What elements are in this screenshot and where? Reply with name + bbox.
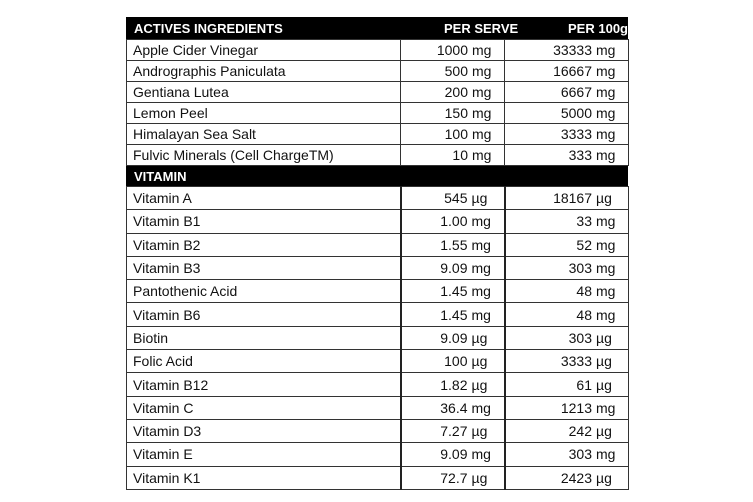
per-serve-value: 1.00 <box>440 213 468 230</box>
ingredient-name: Vitamin K1 <box>127 466 401 489</box>
per-serve-unit: mg <box>472 63 492 79</box>
per-100g-value: 303 <box>568 329 592 346</box>
per-100g-value: 242 <box>568 423 592 440</box>
per-100g-unit: mg <box>596 213 616 230</box>
per-100g-value: 303 <box>568 260 592 277</box>
per-100g-unit: µg <box>596 190 612 207</box>
per-100g-cell <box>505 303 629 326</box>
per-serve-unit: mg <box>471 446 491 463</box>
per-100g-value: 33 <box>576 213 592 230</box>
per-100g-value: 18167 <box>553 190 592 207</box>
ingredient-name: Vitamin B6 <box>127 303 401 326</box>
per-serve-cell <box>401 443 505 466</box>
per-serve-cell <box>401 396 505 419</box>
ingredient-name: Vitamin C <box>127 396 401 419</box>
per-serve-unit: µg <box>471 353 488 370</box>
per-serve-value: 7.27 <box>440 423 468 440</box>
per-serve-cell <box>401 82 505 103</box>
per-100g-value: 61 <box>576 376 592 393</box>
per-100g-value: 52 <box>576 236 592 253</box>
ingredient-name: Biotin <box>127 326 401 349</box>
per-serve-unit: mg <box>471 306 491 323</box>
per-serve-value: 72.7 <box>440 469 468 486</box>
per-serve-unit: mg <box>472 126 492 142</box>
per-serve-value: 9.09 <box>440 446 468 463</box>
per-100g-unit: µg <box>596 376 612 393</box>
per-100g-cell <box>505 373 629 396</box>
per-100g-unit: mg <box>596 84 616 100</box>
table-row <box>127 466 629 489</box>
per-serve-value: 9.09 <box>440 260 468 277</box>
vitamin-section-header <box>126 166 628 186</box>
per-100g-cell <box>505 187 629 210</box>
per-100g-cell <box>505 326 629 349</box>
table-row <box>127 187 629 210</box>
actives-table <box>126 39 629 166</box>
table-row <box>127 280 629 303</box>
per-100g-value: 303 <box>568 446 592 463</box>
per-100g-unit: µg <box>596 353 612 370</box>
per-100g-value: 48 <box>576 283 592 300</box>
vitamins-table <box>126 186 629 490</box>
ingredient-name: Vitamin B3 <box>127 256 401 279</box>
table-row <box>127 256 629 279</box>
ingredient-name: Andrographis Paniculata <box>127 61 401 82</box>
per-100g-unit: mg <box>596 126 616 142</box>
table-row <box>127 40 629 61</box>
table-row <box>127 233 629 256</box>
per-serve-value: 200 <box>444 84 468 100</box>
table-row <box>127 303 629 326</box>
ingredient-name: Vitamin B1 <box>127 210 401 233</box>
per-serve-value: 1000 <box>436 42 468 58</box>
per-serve-value: 100 <box>444 126 468 142</box>
per-100g-value: 48 <box>576 306 592 323</box>
vitamin-section-title: VITAMIN <box>134 169 187 184</box>
ingredient-name: Pantothenic Acid <box>127 280 401 303</box>
per-serve-unit: mg <box>471 260 491 277</box>
per-100g-unit: mg <box>596 399 616 416</box>
per-serve-value: 545 <box>444 190 468 207</box>
per-serve-cell <box>401 466 505 489</box>
per-100g-unit: µg <box>596 423 612 440</box>
per-serve-cell <box>401 61 505 82</box>
per-serve-cell <box>401 303 505 326</box>
per-100g-unit: mg <box>596 260 616 277</box>
per-serve-cell <box>401 280 505 303</box>
per-serve-cell <box>401 233 505 256</box>
per-serve-value: 10 <box>452 147 468 163</box>
per-serve-unit: µg <box>471 329 488 346</box>
ingredient-name: Vitamin B12 <box>127 373 401 396</box>
per-serve-value: 1.55 <box>440 236 468 253</box>
table-row <box>127 210 629 233</box>
ingredient-name: Vitamin D3 <box>127 419 401 442</box>
per-100g-unit: mg <box>596 446 616 463</box>
ingredient-name: Lemon Peel <box>127 103 401 124</box>
per-serve-value: 1.45 <box>440 306 468 323</box>
per-serve-unit: mg <box>472 147 492 163</box>
ingredient-name: Fulvic Minerals (Cell ChargeTM) <box>127 145 401 166</box>
per-100g-cell <box>505 256 629 279</box>
per-100g-value: 6667 <box>560 84 592 100</box>
per-serve-value: 150 <box>444 105 468 121</box>
per-serve-unit: µg <box>471 190 488 207</box>
per-serve-cell <box>401 210 505 233</box>
per-100g-cell <box>505 233 629 256</box>
per-serve-unit: mg <box>472 84 492 100</box>
per-100g-value: 3333 <box>560 126 592 142</box>
per-100g-cell <box>505 40 629 61</box>
per-100g-unit: µg <box>596 329 612 346</box>
per-serve-cell <box>401 145 505 166</box>
per-100g-cell <box>505 124 629 145</box>
per-serve-value: 36.4 <box>440 399 468 416</box>
per-serve-value: 100 <box>444 353 468 370</box>
table-header <box>126 17 628 39</box>
table-row <box>127 103 629 124</box>
per-serve-value: 1.45 <box>440 283 468 300</box>
per-serve-cell <box>401 103 505 124</box>
ingredient-name: Himalayan Sea Salt <box>127 124 401 145</box>
per-100g-cell <box>505 280 629 303</box>
per-serve-unit: µg <box>471 469 488 486</box>
per-serve-unit: mg <box>471 283 491 300</box>
ingredient-name: Folic Acid <box>127 350 401 373</box>
ingredient-name: Gentiana Lutea <box>127 82 401 103</box>
per-serve-unit: mg <box>471 236 491 253</box>
ingredient-name: Apple Cider Vinegar <box>127 40 401 61</box>
per-serve-cell <box>401 350 505 373</box>
table-row <box>127 419 629 442</box>
per-100g-unit: mg <box>596 42 616 58</box>
per-100g-unit: µg <box>596 469 612 486</box>
per-100g-value: 5000 <box>560 105 592 121</box>
per-100g-unit: mg <box>596 63 616 79</box>
per-serve-cell <box>401 124 505 145</box>
table-row <box>127 443 629 466</box>
per-100g-value: 16667 <box>553 63 592 79</box>
per-serve-value: 9.09 <box>440 329 468 346</box>
per-100g-cell <box>505 145 629 166</box>
per-serve-unit: mg <box>472 42 492 58</box>
per-100g-value: 3333 <box>560 353 592 370</box>
per-100g-unit: mg <box>596 283 616 300</box>
per-serve-unit: µg <box>471 376 488 393</box>
table-row <box>127 350 629 373</box>
table-row <box>127 61 629 82</box>
table-row <box>127 124 629 145</box>
per-100g-cell <box>505 103 629 124</box>
per-100g-cell <box>505 419 629 442</box>
per-100g-unit: mg <box>596 147 616 163</box>
ingredient-name: Vitamin B2 <box>127 233 401 256</box>
table-row <box>127 396 629 419</box>
per-serve-cell <box>401 419 505 442</box>
ingredient-name: Vitamin A <box>127 187 401 210</box>
per-100g-cell <box>505 82 629 103</box>
per-100g-cell <box>505 443 629 466</box>
per-100g-value: 2423 <box>560 469 592 486</box>
per-100g-unit: mg <box>596 306 616 323</box>
per-100g-unit: mg <box>596 105 616 121</box>
table-row <box>127 82 629 103</box>
header-ingredients: ACTIVES INGREDIENTS <box>134 21 283 36</box>
per-serve-unit: mg <box>471 213 491 230</box>
per-100g-value: 333 <box>568 147 592 163</box>
per-100g-unit: mg <box>596 236 616 253</box>
table-row <box>127 145 629 166</box>
per-serve-cell <box>401 373 505 396</box>
per-serve-cell <box>401 40 505 61</box>
per-serve-cell <box>401 256 505 279</box>
per-serve-cell <box>401 187 505 210</box>
per-100g-cell <box>505 61 629 82</box>
per-serve-unit: mg <box>472 105 492 121</box>
per-100g-cell <box>505 466 629 489</box>
per-serve-unit: µg <box>471 423 488 440</box>
per-100g-cell <box>505 210 629 233</box>
table-row <box>127 373 629 396</box>
per-100g-value: 1213 <box>560 399 592 416</box>
nutrition-table <box>126 17 628 490</box>
per-serve-cell <box>401 326 505 349</box>
per-serve-value: 500 <box>444 63 468 79</box>
per-100g-value: 33333 <box>553 42 592 58</box>
ingredient-name: Vitamin E <box>127 443 401 466</box>
table-row <box>127 326 629 349</box>
per-serve-unit: mg <box>471 399 491 416</box>
header-per-100g: PER 100g <box>568 21 628 36</box>
per-100g-cell <box>505 396 629 419</box>
per-serve-value: 1.82 <box>440 376 468 393</box>
per-100g-cell <box>505 350 629 373</box>
header-per-serve: PER SERVE <box>444 21 519 36</box>
